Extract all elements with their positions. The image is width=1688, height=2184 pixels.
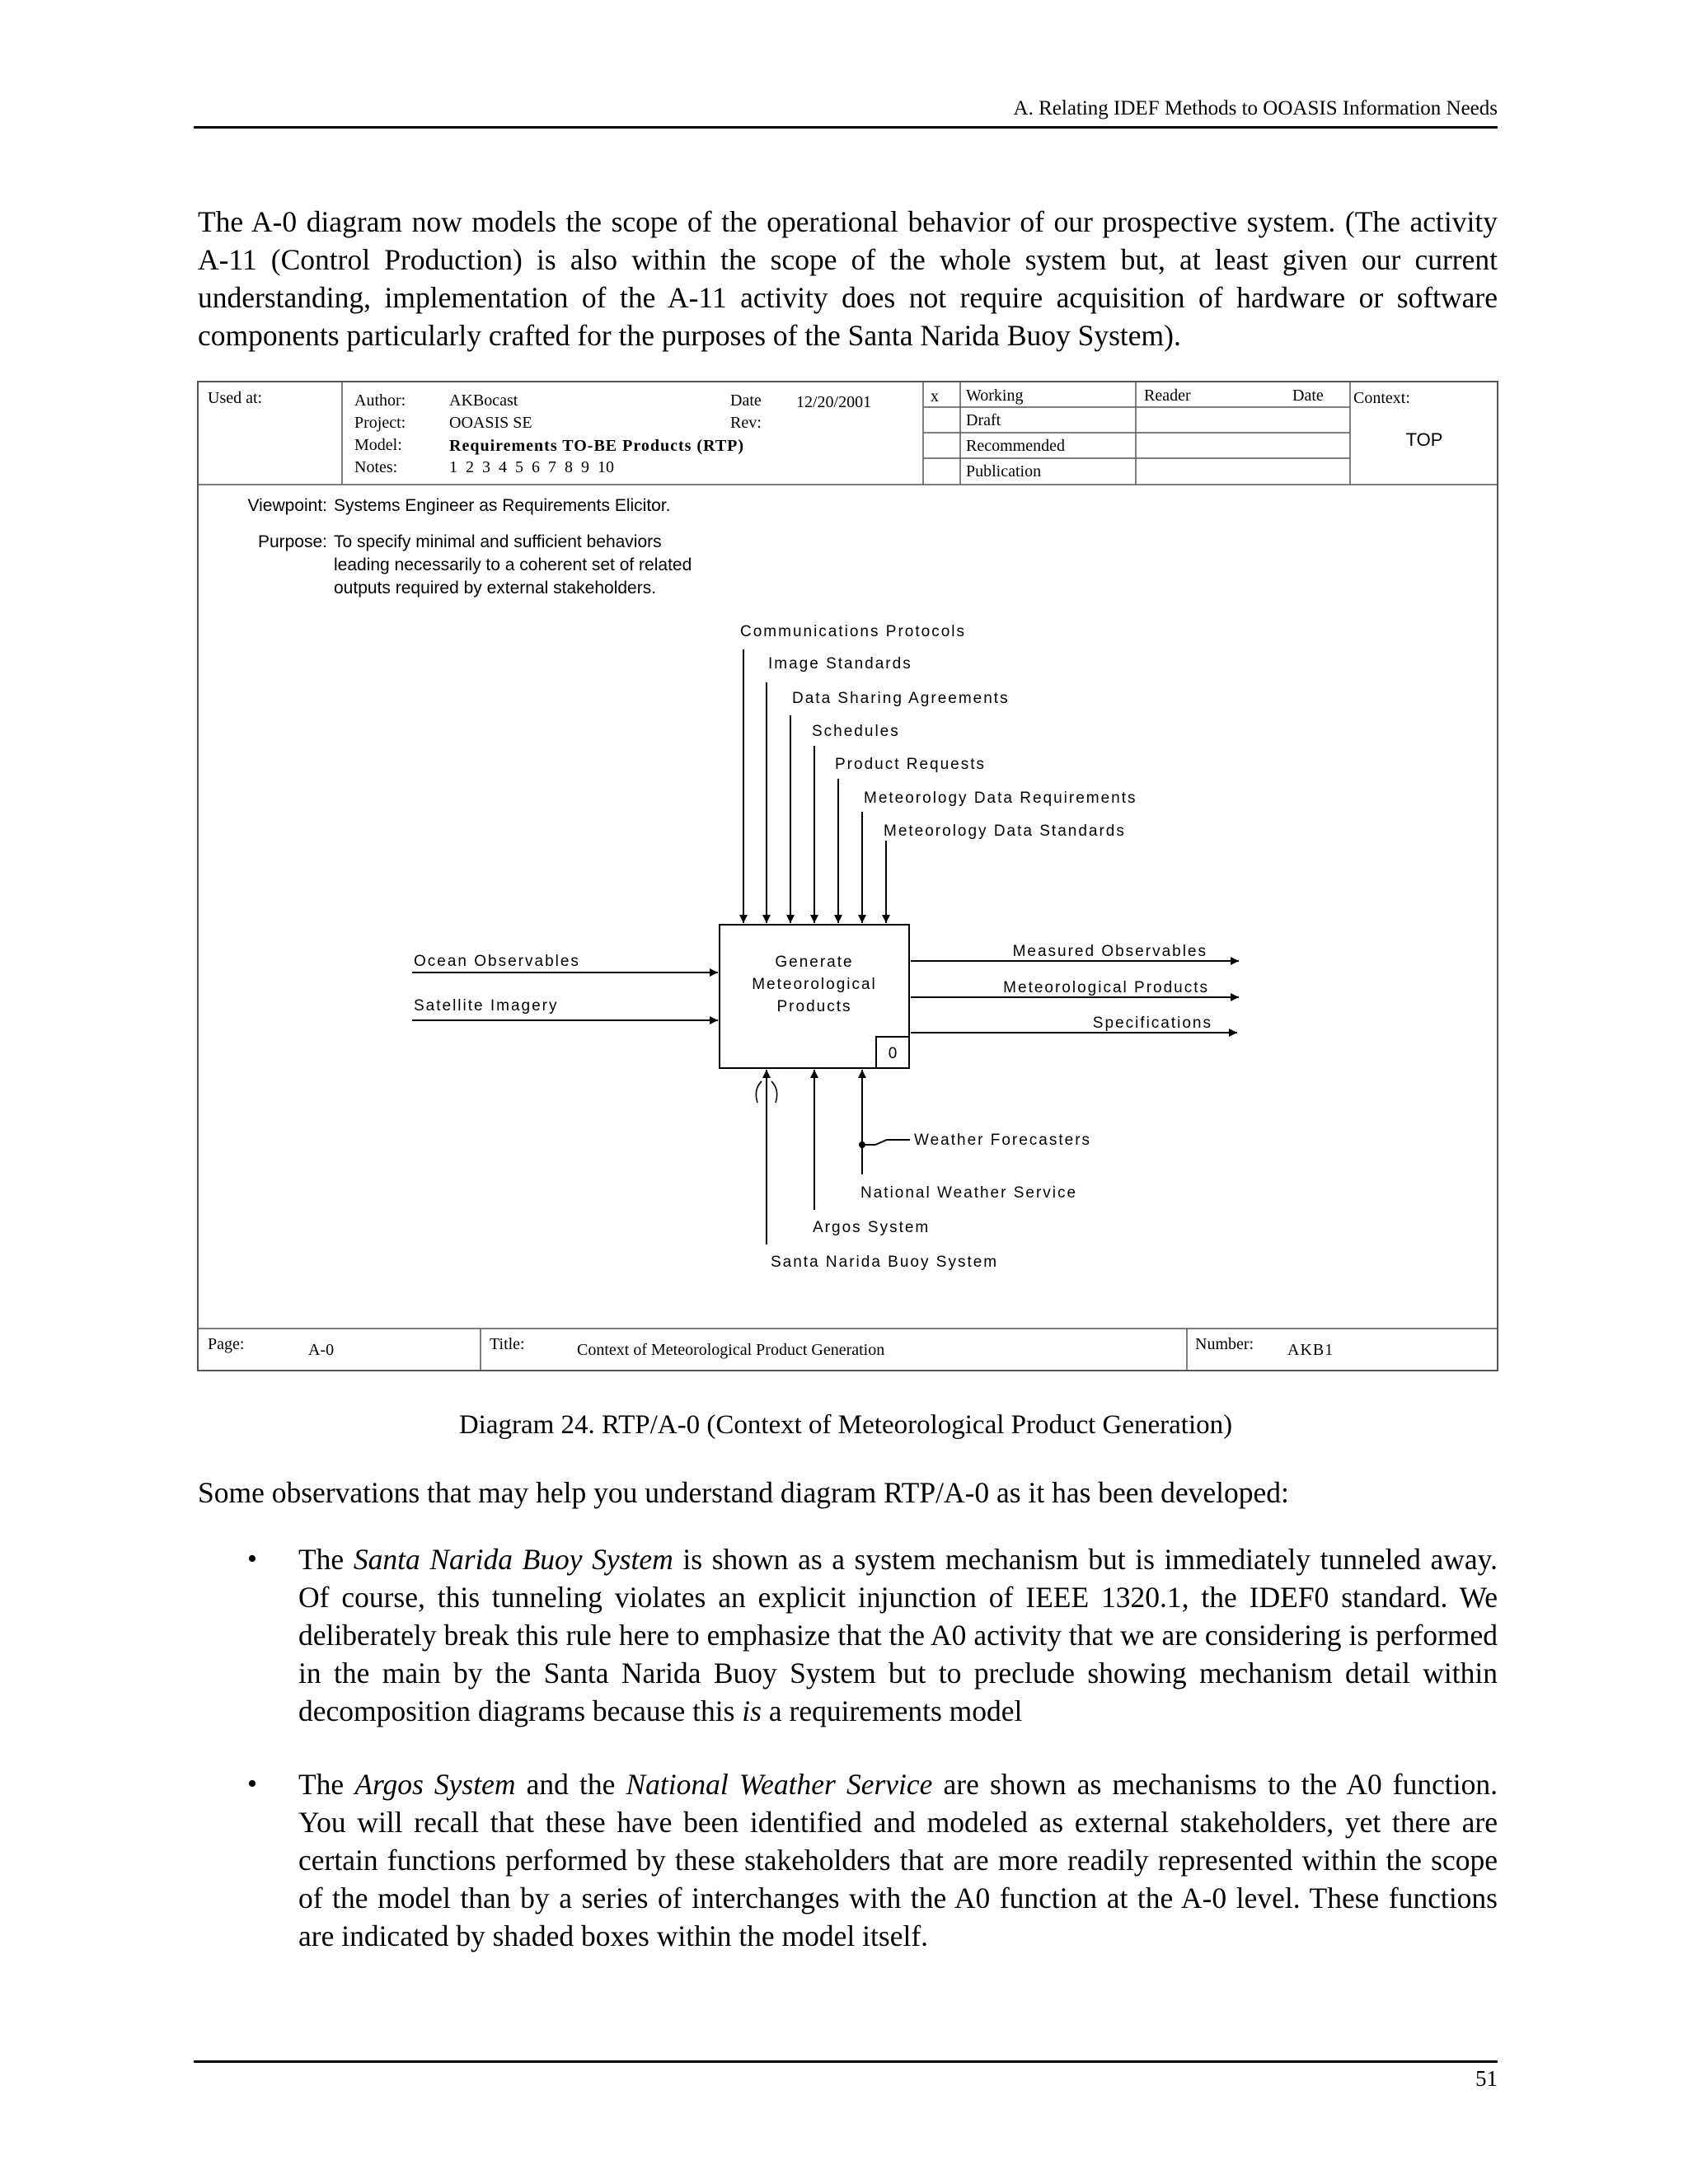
notes-value: 1 2 3 4 5 6 7 8 9 10 bbox=[449, 458, 614, 476]
purpose-line: To specify minimal and sufficient behaviors bbox=[334, 532, 662, 551]
status-mark: x bbox=[931, 387, 939, 405]
author-value: AKBocast bbox=[449, 391, 518, 410]
bullet-emphasis: Santa Narida Buoy System bbox=[353, 1543, 673, 1576]
bullet-text-run: The bbox=[298, 1543, 354, 1576]
model-label: Model: bbox=[354, 436, 402, 454]
output-label: Measured Observables bbox=[1012, 943, 1207, 960]
control-label: Product Requests bbox=[835, 756, 987, 773]
bullet-text-run: and the bbox=[515, 1768, 626, 1801]
control-label: Meteorology Data Requirements bbox=[864, 790, 1137, 807]
bullet-marker: • bbox=[247, 1544, 257, 1574]
page-number: 51 bbox=[1475, 2066, 1498, 2091]
mechanism-junction-dot bbox=[859, 1141, 865, 1148]
mechanism-callout bbox=[862, 1140, 910, 1145]
status-recommended: Recommended bbox=[966, 437, 1065, 455]
number-value: AKB1 bbox=[1287, 1341, 1334, 1359]
bullet-emphasis: National Weather Service bbox=[626, 1768, 933, 1801]
context-value: TOP bbox=[1405, 429, 1443, 450]
bullet-emphasis: Argos System bbox=[354, 1768, 516, 1801]
status-draft: Draft bbox=[966, 411, 1001, 429]
control-label: Communications Protocols bbox=[740, 623, 966, 640]
mechanism-label: Argos System bbox=[813, 1219, 931, 1236]
control-label: Data Sharing Agreements bbox=[792, 690, 1010, 707]
control-label: Schedules bbox=[812, 723, 900, 740]
status-working: Working bbox=[966, 387, 1024, 405]
bullet-text-run: a requirements model bbox=[761, 1694, 1023, 1727]
mechanism-label: Santa Narida Buoy System bbox=[771, 1254, 999, 1271]
notes-label: Notes: bbox=[354, 458, 398, 476]
activity-number: 0 bbox=[888, 1045, 898, 1062]
date-value: 12/20/2001 bbox=[796, 393, 872, 411]
control-label: Meteorology Data Standards bbox=[884, 823, 1126, 840]
activity-label: Products bbox=[776, 998, 852, 1015]
running-head: A. Relating IDEF Methods to OOASIS Information Needs bbox=[1013, 97, 1498, 120]
mechanism-label: Weather Forecasters bbox=[914, 1132, 1092, 1149]
diagram-caption: Diagram 24. RTP/A-0 (Context of Meteorological Product Generation) bbox=[458, 1410, 1233, 1440]
number-label: Number: bbox=[1195, 1335, 1254, 1353]
page-label: Page: bbox=[208, 1335, 245, 1353]
used-at-label: Used at: bbox=[208, 389, 263, 407]
output-label: Meteorological Products bbox=[1003, 979, 1209, 996]
author-label: Author: bbox=[354, 391, 406, 410]
activity-label: Meteorological bbox=[752, 976, 877, 993]
bullet-item bbox=[298, 1765, 1498, 1955]
intro-paragraph: The A-0 diagram now models the scope of the operational behavior of our prospective system. (The activity A-11 (Control Production) is also within the scope of the whole system but, at least given our current understanding, implementation of the A-11 activity does not require acquisition of hardware or software components particularly crafted for the purposes of the Santa Narida Buoy System). bbox=[198, 205, 1498, 352]
bullet-marker: • bbox=[247, 1769, 257, 1799]
model-value: Requirements TO-BE Products (RTP) bbox=[449, 437, 745, 455]
reader-date-label: Date bbox=[1292, 387, 1324, 405]
bullet-text-run: The bbox=[298, 1768, 355, 1801]
bullet-text-run: is shown as a system mechanism but is immediately tunneled away. Of course, this tunneling violates an explicit injunction of IEEE 1320.1, the IDEF0 standard. We deliberately break this rule here to emphasize that the A0 activity that we are considering is performed in the main by the Santa Narida Buoy System but to preclude showing mechanism detail within decomposition diagrams because this bbox=[298, 1543, 1498, 1727]
purpose-line: outputs required by external stakeholders. bbox=[334, 579, 657, 598]
reader-label: Reader bbox=[1144, 387, 1191, 405]
footer-rule bbox=[194, 2060, 1498, 2063]
title-value: Context of Meteorological Product Generation bbox=[577, 1341, 885, 1359]
observations-lead: Some observations that may help you understand diagram RTP/A-0 as it has been developed: bbox=[198, 1476, 1289, 1509]
input-label: Ocean Observables bbox=[414, 953, 580, 970]
purpose-label: Purpose: bbox=[257, 532, 327, 551]
purpose-line: leading necessarily to a coherent set of related bbox=[334, 555, 692, 574]
rev-label: Rev: bbox=[730, 414, 762, 432]
title-label: Title: bbox=[490, 1335, 525, 1353]
project-value: OOASIS SE bbox=[449, 414, 532, 432]
activity-label: Generate bbox=[775, 954, 854, 971]
project-label: Project: bbox=[354, 414, 406, 432]
control-label: Image Standards bbox=[768, 655, 912, 673]
bullet-emphasis: is bbox=[742, 1694, 762, 1727]
mechanism-label: National Weather Service bbox=[860, 1184, 1078, 1202]
input-label: Satellite Imagery bbox=[414, 997, 559, 1015]
date-label: Date bbox=[730, 391, 762, 410]
output-label: Specifications bbox=[1092, 1015, 1212, 1032]
viewpoint-text: Systems Engineer as Requirements Elicitor. bbox=[334, 496, 671, 515]
context-label: Context: bbox=[1353, 389, 1410, 407]
page-value: A-0 bbox=[308, 1341, 335, 1359]
viewpoint-label: Viewpoint: bbox=[247, 496, 327, 515]
bullet-text-run: are shown as mechanisms to the A0 function. You will recall that these have been identified and modeled as external stakeholders, yet there are certain functions performed by these stakeholders that are more readily represented within the scope of the model than by a series of interchanges with the A0 function at the A-0 level. These functions are indicated by shaded boxes within the model itself. bbox=[298, 1768, 1498, 1952]
bullet-item bbox=[298, 1540, 1498, 1730]
status-publication: Publication bbox=[966, 462, 1042, 480]
